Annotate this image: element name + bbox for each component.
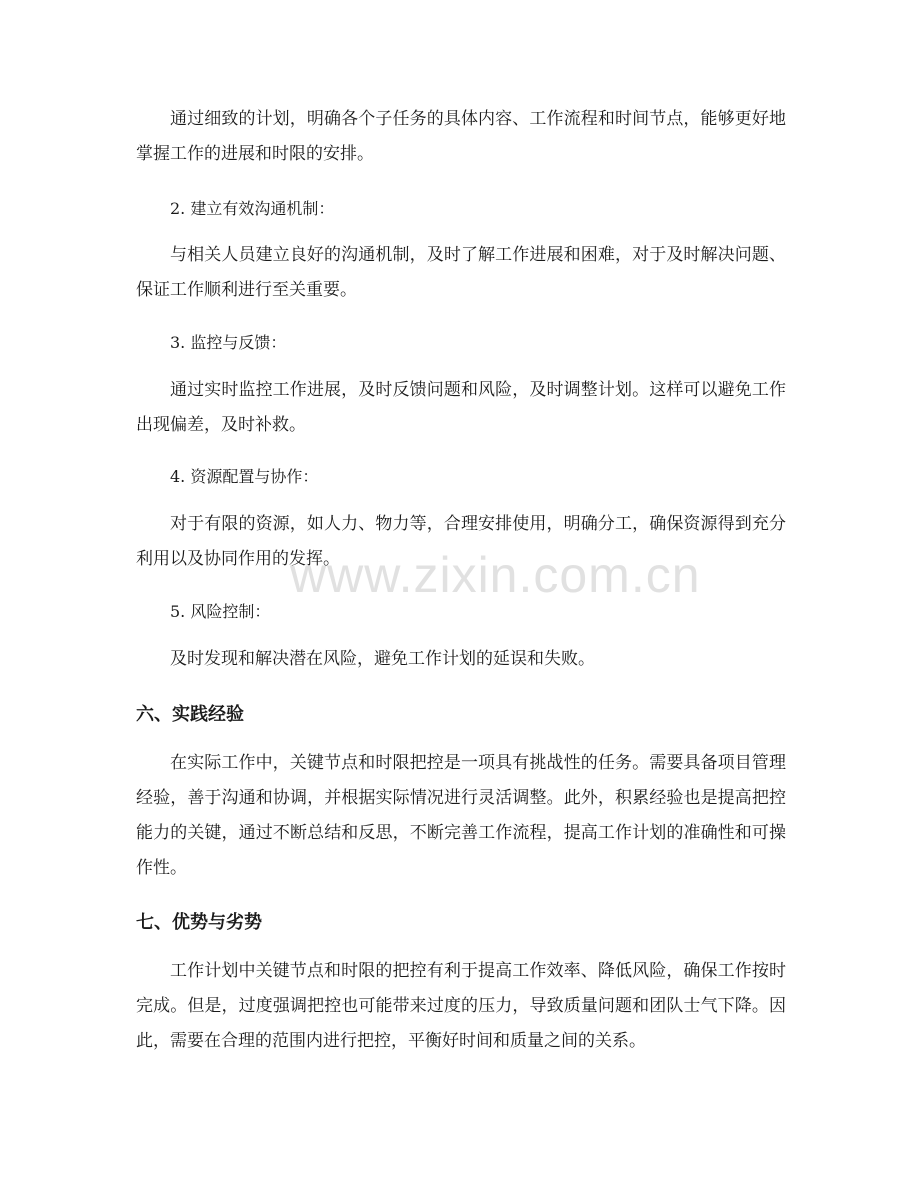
paragraph-communication: 与相关人员建立良好的沟通机制，及时了解工作进展和困难，对于及时解决问题、保证工作顺利进行至关重要。 (136, 245, 786, 300)
paragraph-monitoring: 通过实时监控工作进展，及时反馈问题和风险，及时调整计划。这样可以避免工作出现偏差，及时补救。 (136, 380, 786, 435)
paragraph-resources: 对于有限的资源，如人力、物力等，合理安排使用，明确分工，确保资源得到充分利用以及协同作用的发挥。 (136, 514, 786, 569)
watermark: www.zixin.com.cn (290, 547, 701, 603)
list-item-resources: 4. 资源配置与协作： (170, 467, 319, 486)
paragraph-risk: 及时发现和解决潜在风险，避免工作计划的延误和失败。 (170, 649, 595, 669)
paragraph-practice: 在实际工作中，关键节点和时限把控是一项具有挑战性的任务。需要具备项目管理经验，善于沟通和协调，并根据实际情况进行灵活调整。此外，积累经验也是提高把控能力的关键，通过不断总结和反思，不断完善工作流程，提高工作计划的准确性和可操作性。 (136, 753, 786, 878)
paragraph-pros-cons: 工作计划中关键节点和时限的把控有利于提高工作效率、降低风险，确保工作按时完成。但是，过度强调把控也可能带来过度的压力，导致质量问题和团队士气下降。因此，需要在合理的范围内进行把控，平衡好时间和质量之间的关系。 (136, 961, 786, 1051)
list-item-risk: 5. 风险控制： (170, 602, 271, 621)
paragraph-plan-detail: 通过细致的计划，明确各个子任务的具体内容、工作流程和时间节点，能够更好地掌握工作的进展和时限的安排。 (136, 109, 786, 164)
section-heading-practice: 六、实践经验 (136, 704, 244, 725)
list-item-monitoring: 3. 监控与反馈： (170, 333, 287, 352)
list-item-communication: 2. 建立有效沟通机制： (170, 199, 335, 218)
section-heading-pros-cons: 七、优势与劣势 (136, 912, 262, 933)
